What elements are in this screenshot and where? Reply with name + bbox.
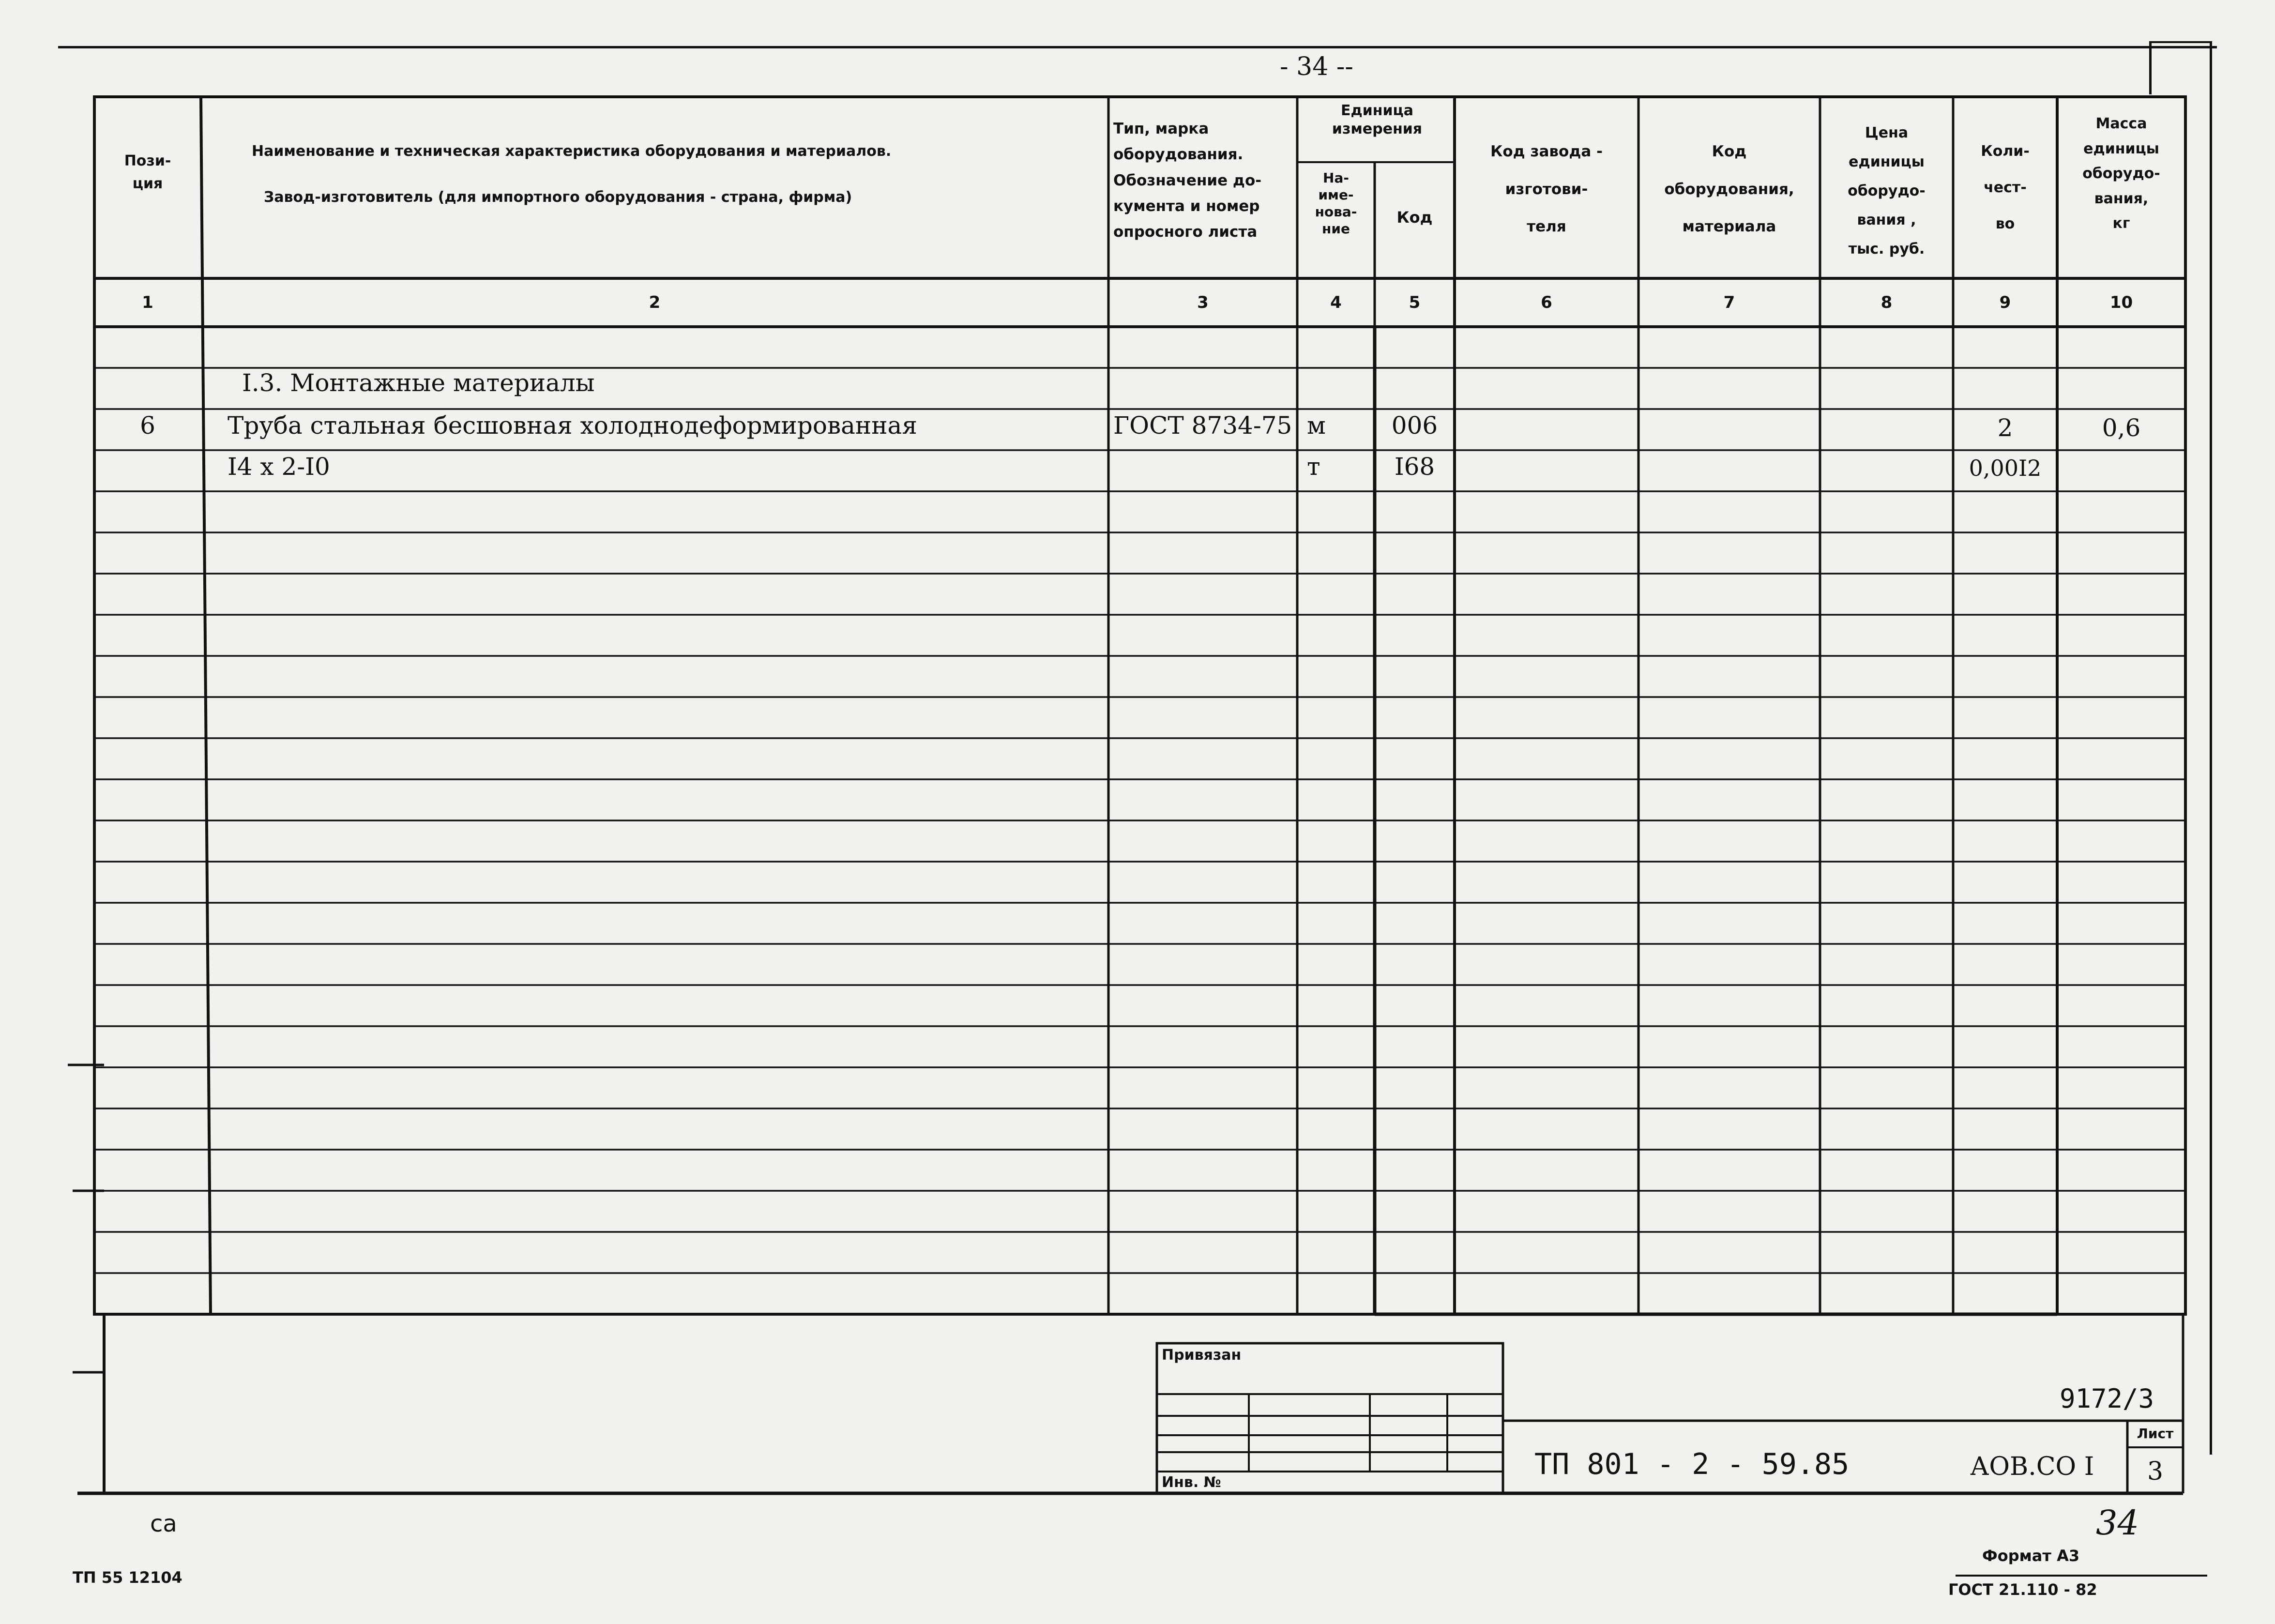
table-row-name: Труба стальная бесшовная холоднодеформированная — [228, 411, 917, 440]
column-number-5: 5 — [1409, 293, 1421, 312]
column-number-9: 9 — [1999, 293, 2011, 312]
stamp-privyazan: Привязан — [1162, 1347, 1242, 1364]
table-row-unit-code-2: I68 — [1394, 453, 1435, 481]
table-row-mass: 0,6 — [2102, 414, 2141, 442]
table-row-unit-code: 006 — [1391, 411, 1438, 440]
header-position: Пози- ция — [124, 152, 171, 192]
header-name-line2: Завод-изготовитель (для импортного оборудования - страна, фирма) — [264, 189, 852, 206]
sheet-number: 3 — [2147, 1457, 2164, 1486]
header-name-line1: Наименование и техническая характеристика оборудования и материалов. — [252, 143, 892, 160]
table-row-quantity: 2 — [1997, 414, 2013, 442]
gost-label: ГОСТ 21.110 - 82 — [1948, 1580, 2097, 1599]
sheet-label: Лист — [2137, 1426, 2174, 1442]
table-row-name-cont: I4 х 2-I0 — [228, 453, 330, 481]
stamp-inv-no: Инв. № — [1162, 1474, 1221, 1491]
page-number-top: - 34 -- — [1280, 52, 1353, 81]
order-number: 9172/3 — [2060, 1383, 2154, 1414]
album-code: АОВ.СО I — [1970, 1452, 2094, 1481]
table-row-quantity-2: 0,00I2 — [1969, 455, 2042, 481]
header-unit-code: Код — [1396, 208, 1433, 227]
table-row-section-title: I.3. Монтажные материалы — [242, 369, 595, 397]
header-type-doc: Тип, марка оборудования. Обозначение до- кумента и номер опросного листа — [1113, 120, 1262, 241]
print-code: ТП 55 12104 — [73, 1568, 182, 1587]
column-number-10: 10 — [2109, 293, 2133, 312]
table-row-unit: м — [1307, 411, 1326, 440]
header-quantity: Коли- чест- во — [1981, 143, 2030, 232]
header-unit-group: Единица измерения — [1332, 102, 1423, 137]
header-price: Цена единицы оборудо- вания , тыс. руб. — [1848, 124, 1926, 258]
column-number-7: 7 — [1723, 293, 1735, 312]
header-equipment-code: Код оборудования, материала — [1664, 143, 1794, 235]
table-row-unit-2: т — [1307, 453, 1320, 481]
column-number-3: 3 — [1197, 293, 1209, 312]
format-label: Формат А3 — [1982, 1547, 2080, 1565]
header-factory-code: Код завода - изготови- теля — [1490, 143, 1603, 235]
column-number-1: 1 — [142, 293, 153, 312]
column-number-4: 4 — [1330, 293, 1342, 312]
handwritten-page-number: 34 — [2096, 1503, 2139, 1543]
document-code: ТП 801 - 2 - 59.85 — [1534, 1447, 1850, 1481]
column-number-2: 2 — [649, 293, 661, 312]
column-number-8: 8 — [1881, 293, 1893, 312]
table-row-position: 6 — [140, 411, 155, 440]
header-mass: Масса единицы оборудо- вания, кг — [2082, 115, 2160, 232]
table-row-doc: ГОСТ 8734-75 — [1113, 411, 1292, 440]
header-unit-name: На- име- нова- ние — [1315, 170, 1357, 237]
column-number-6: 6 — [1541, 293, 1552, 312]
left-mark: са — [150, 1510, 177, 1537]
